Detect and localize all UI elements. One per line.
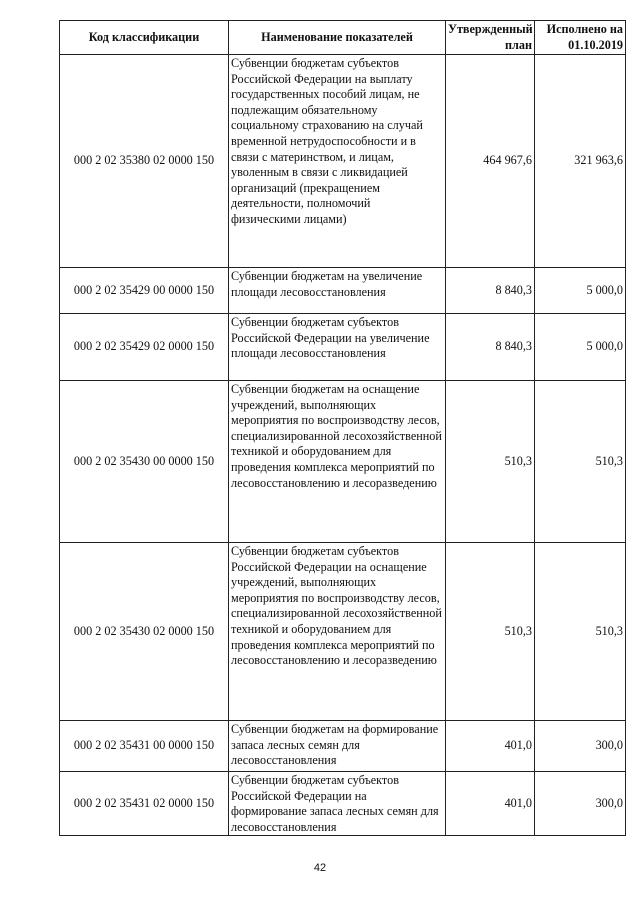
- row-plan: 8 840,3: [446, 314, 535, 381]
- row-code: 000 2 02 35429 02 0000 150: [60, 314, 229, 381]
- header-name: Наименование показателей: [229, 21, 446, 55]
- row-done: 321 963,6: [535, 55, 626, 268]
- row-plan: 401,0: [446, 772, 535, 836]
- row-done: 510,3: [535, 381, 626, 543]
- row-plan: 401,0: [446, 721, 535, 772]
- header-done: Исполнено на 01.10.2019: [535, 21, 626, 55]
- row-name: Субвенции бюджетам субъектов Российской Федерации на увеличение площади лесовосстановления: [229, 314, 446, 381]
- row-name: Субвенции бюджетам на увеличение площади лесовосстановления: [229, 268, 446, 314]
- table-row: [60, 314, 626, 381]
- row-code: 000 2 02 35380 02 0000 150: [60, 55, 229, 268]
- row-plan: 510,3: [446, 381, 535, 543]
- header-plan: Утвержденный план: [446, 21, 535, 55]
- table-row: [60, 55, 626, 268]
- header-code: Код классификации: [60, 21, 229, 55]
- table-row: [60, 381, 626, 543]
- row-name: Субвенции бюджетам субъектов Российской Федерации на оснащение учреждений, выполняющих мероприятия по воспроизводству лесов, специализированной лесохозяйственной техникой и оборудованием для проведения комплекса мероприятий по лесовосстановлению и лесоразведению: [229, 543, 446, 721]
- row-name: Субвенции бюджетам на формирование запаса лесных семян для лесовосстановления: [229, 721, 446, 772]
- row-plan: 8 840,3: [446, 268, 535, 314]
- table-row: [60, 721, 626, 772]
- row-name: Субвенции бюджетам субъектов Российской Федерации на выплату государственных пособий лицам, не подлежащим обязательному социальному страхованию на случай временной нетрудоспособности и в связи с материнством, и лицам, уволенным в связи с ликвидацией организаций (прекращением деятельности, полномочий физическими лицами): [229, 55, 446, 268]
- row-code: 000 2 02 35431 02 0000 150: [60, 772, 229, 836]
- row-plan: 464 967,6: [446, 55, 535, 268]
- header-row: [60, 21, 626, 55]
- row-code: 000 2 02 35430 02 0000 150: [60, 543, 229, 721]
- row-done: 5 000,0: [535, 268, 626, 314]
- row-code: 000 2 02 35431 00 0000 150: [60, 721, 229, 772]
- row-plan: 510,3: [446, 543, 535, 721]
- row-code: 000 2 02 35429 00 0000 150: [60, 268, 229, 314]
- row-done: 5 000,0: [535, 314, 626, 381]
- row-done: 510,3: [535, 543, 626, 721]
- table-row: [60, 772, 626, 836]
- row-name: Субвенции бюджетам на оснащение учреждений, выполняющих мероприятия по воспроизводству лесов, специализированной лесохозяйственной техникой и оборудованием для проведения комплекса мероприятий по лесовосстановлению и лесоразведению: [229, 381, 446, 543]
- table-row: [60, 543, 626, 721]
- table-row: [60, 268, 626, 314]
- row-done: 300,0: [535, 772, 626, 836]
- page-number: 42: [313, 862, 327, 874]
- row-code: 000 2 02 35430 00 0000 150: [60, 381, 229, 543]
- row-name: Субвенции бюджетам субъектов Российской Федерации на формирование запаса лесных семян для лесовосстановления: [229, 772, 446, 836]
- row-done: 300,0: [535, 721, 626, 772]
- budget-table: [59, 20, 626, 836]
